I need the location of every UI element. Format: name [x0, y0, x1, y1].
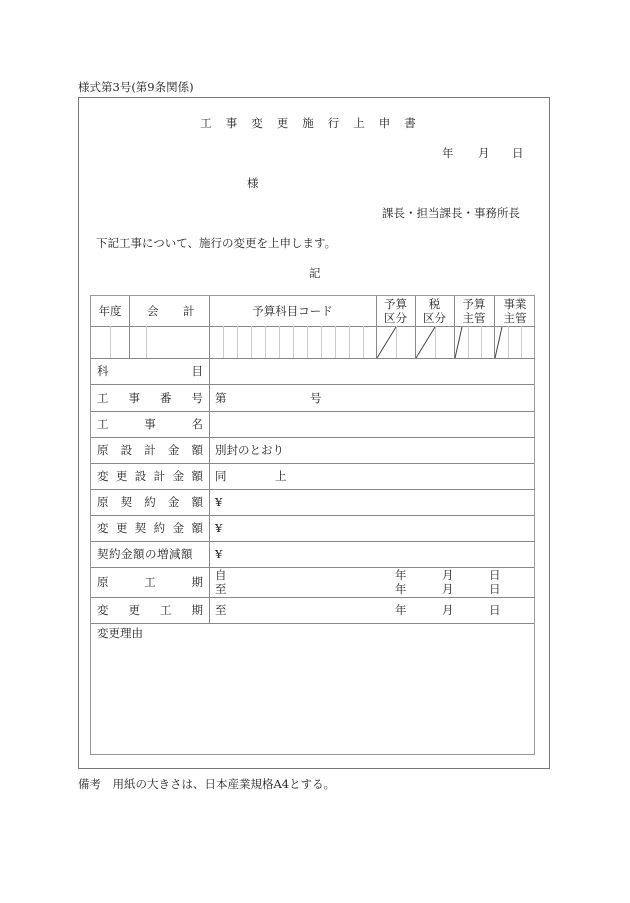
label-koji-bango: 工 事 番 号	[97, 391, 203, 405]
header-zei-kubun-1: 税	[428, 297, 441, 311]
header-yosan-shukan-2: 主管	[462, 311, 486, 325]
label-gen-koki: 原 工 期	[97, 575, 203, 589]
gen-koki-from: 自	[215, 568, 227, 582]
divider	[91, 515, 534, 516]
gen-koki-to-day: 日	[489, 582, 501, 596]
application-table	[90, 295, 535, 755]
date-year-label: 年	[442, 146, 454, 160]
footnote: 備考 用紙の大きさは、日本産業規格A4とする。	[78, 777, 336, 791]
gen-koki-to: 至	[215, 582, 227, 596]
header-kaikei-2: 計	[183, 304, 195, 318]
form-number: 様式第3号(第9条関係)	[78, 80, 194, 94]
divider	[223, 326, 224, 358]
divider	[91, 567, 534, 568]
henko-koki-to: 至	[215, 603, 227, 617]
divider	[209, 296, 210, 623]
gen-koki-from-day: 日	[489, 568, 501, 582]
label-gen-keiyaku-kingaku: 原 契 約 金 額	[97, 495, 203, 509]
divider	[349, 326, 350, 358]
header-nendo: 年度	[98, 304, 122, 318]
lead-text: 下記工事について、施行の変更を上申します。	[96, 236, 337, 250]
label-henko-keiyaku-kingaku: 変 更 契 約 金 額	[97, 521, 203, 535]
gen-keiyaku-kingaku-value: ¥	[215, 495, 223, 509]
gen-koki-from-month: 月	[442, 568, 454, 582]
henko-keiyaku-kingaku-value: ¥	[215, 521, 223, 535]
diagonal-slash-icon	[376, 326, 536, 359]
divider	[279, 326, 280, 358]
divider	[110, 326, 111, 358]
henko-koki-day: 日	[489, 603, 501, 617]
divider	[91, 411, 534, 412]
gen-koki-from-year: 年	[395, 568, 407, 582]
zogen-gaku-value: ¥	[215, 547, 223, 561]
henko-koki-year: 年	[395, 603, 407, 617]
header-yosan-kubun-1: 予算	[384, 297, 407, 311]
form-title: 工事変更施行上申書	[200, 116, 430, 130]
label-henko-koki: 変 更 工 期	[97, 603, 203, 617]
gen-koki-to-month: 月	[442, 582, 454, 596]
divider	[91, 437, 534, 438]
koji-bango-prefix: 第	[215, 391, 227, 405]
henko-sekkei-kingaku-value-a: 同	[215, 469, 227, 483]
divider	[146, 326, 147, 358]
label-kamoku: 科 目	[97, 364, 203, 378]
divider	[91, 489, 534, 490]
header-yosan-shukan-1: 予算	[462, 297, 486, 311]
label-henko-riyu: 変更理由	[97, 626, 143, 640]
divider	[265, 326, 266, 358]
divider	[321, 326, 322, 358]
header-kaikei-1: 会	[147, 304, 159, 318]
divider	[251, 326, 252, 358]
date-month-label: 月	[478, 146, 490, 160]
divider	[91, 463, 534, 464]
date-day-label: 日	[512, 146, 524, 160]
gen-sekkei-kingaku-value: 別封のとおり	[215, 443, 284, 457]
divider	[237, 326, 238, 358]
divider	[91, 541, 534, 542]
divider	[129, 296, 130, 358]
label-koji-mei: 工 事 名	[97, 417, 203, 431]
header-yosan-kubun-2: 区分	[384, 311, 407, 325]
divider	[91, 384, 534, 385]
label-gen-sekkei-kingaku: 原 設 計 金 額	[97, 443, 203, 457]
header-zei-kubun-2: 区分	[423, 311, 446, 325]
header-jigyo-shukan-1: 事業	[503, 297, 527, 311]
divider	[363, 326, 364, 358]
ki-heading: 記	[309, 266, 321, 280]
divider	[293, 326, 294, 358]
koji-bango-suffix: 号	[310, 391, 322, 405]
henko-sekkei-kingaku-value-b: 上	[275, 469, 287, 483]
header-jigyo-shukan-2: 主管	[503, 311, 527, 325]
divider	[91, 597, 534, 598]
signer-titles: 課長・担当課長・事務所長	[382, 206, 520, 220]
label-zogen-gaku: 契約金額の増減額	[97, 547, 193, 561]
label-henko-sekkei-kingaku: 変 更 設 計 金 額	[97, 469, 203, 483]
divider	[307, 326, 308, 358]
gen-koki-to-year: 年	[395, 582, 407, 596]
divider	[91, 623, 534, 624]
henko-koki-month: 月	[442, 603, 454, 617]
divider	[335, 326, 336, 358]
addressee-suffix: 様	[247, 176, 259, 190]
header-budget-code: 予算科目コード	[252, 304, 333, 318]
